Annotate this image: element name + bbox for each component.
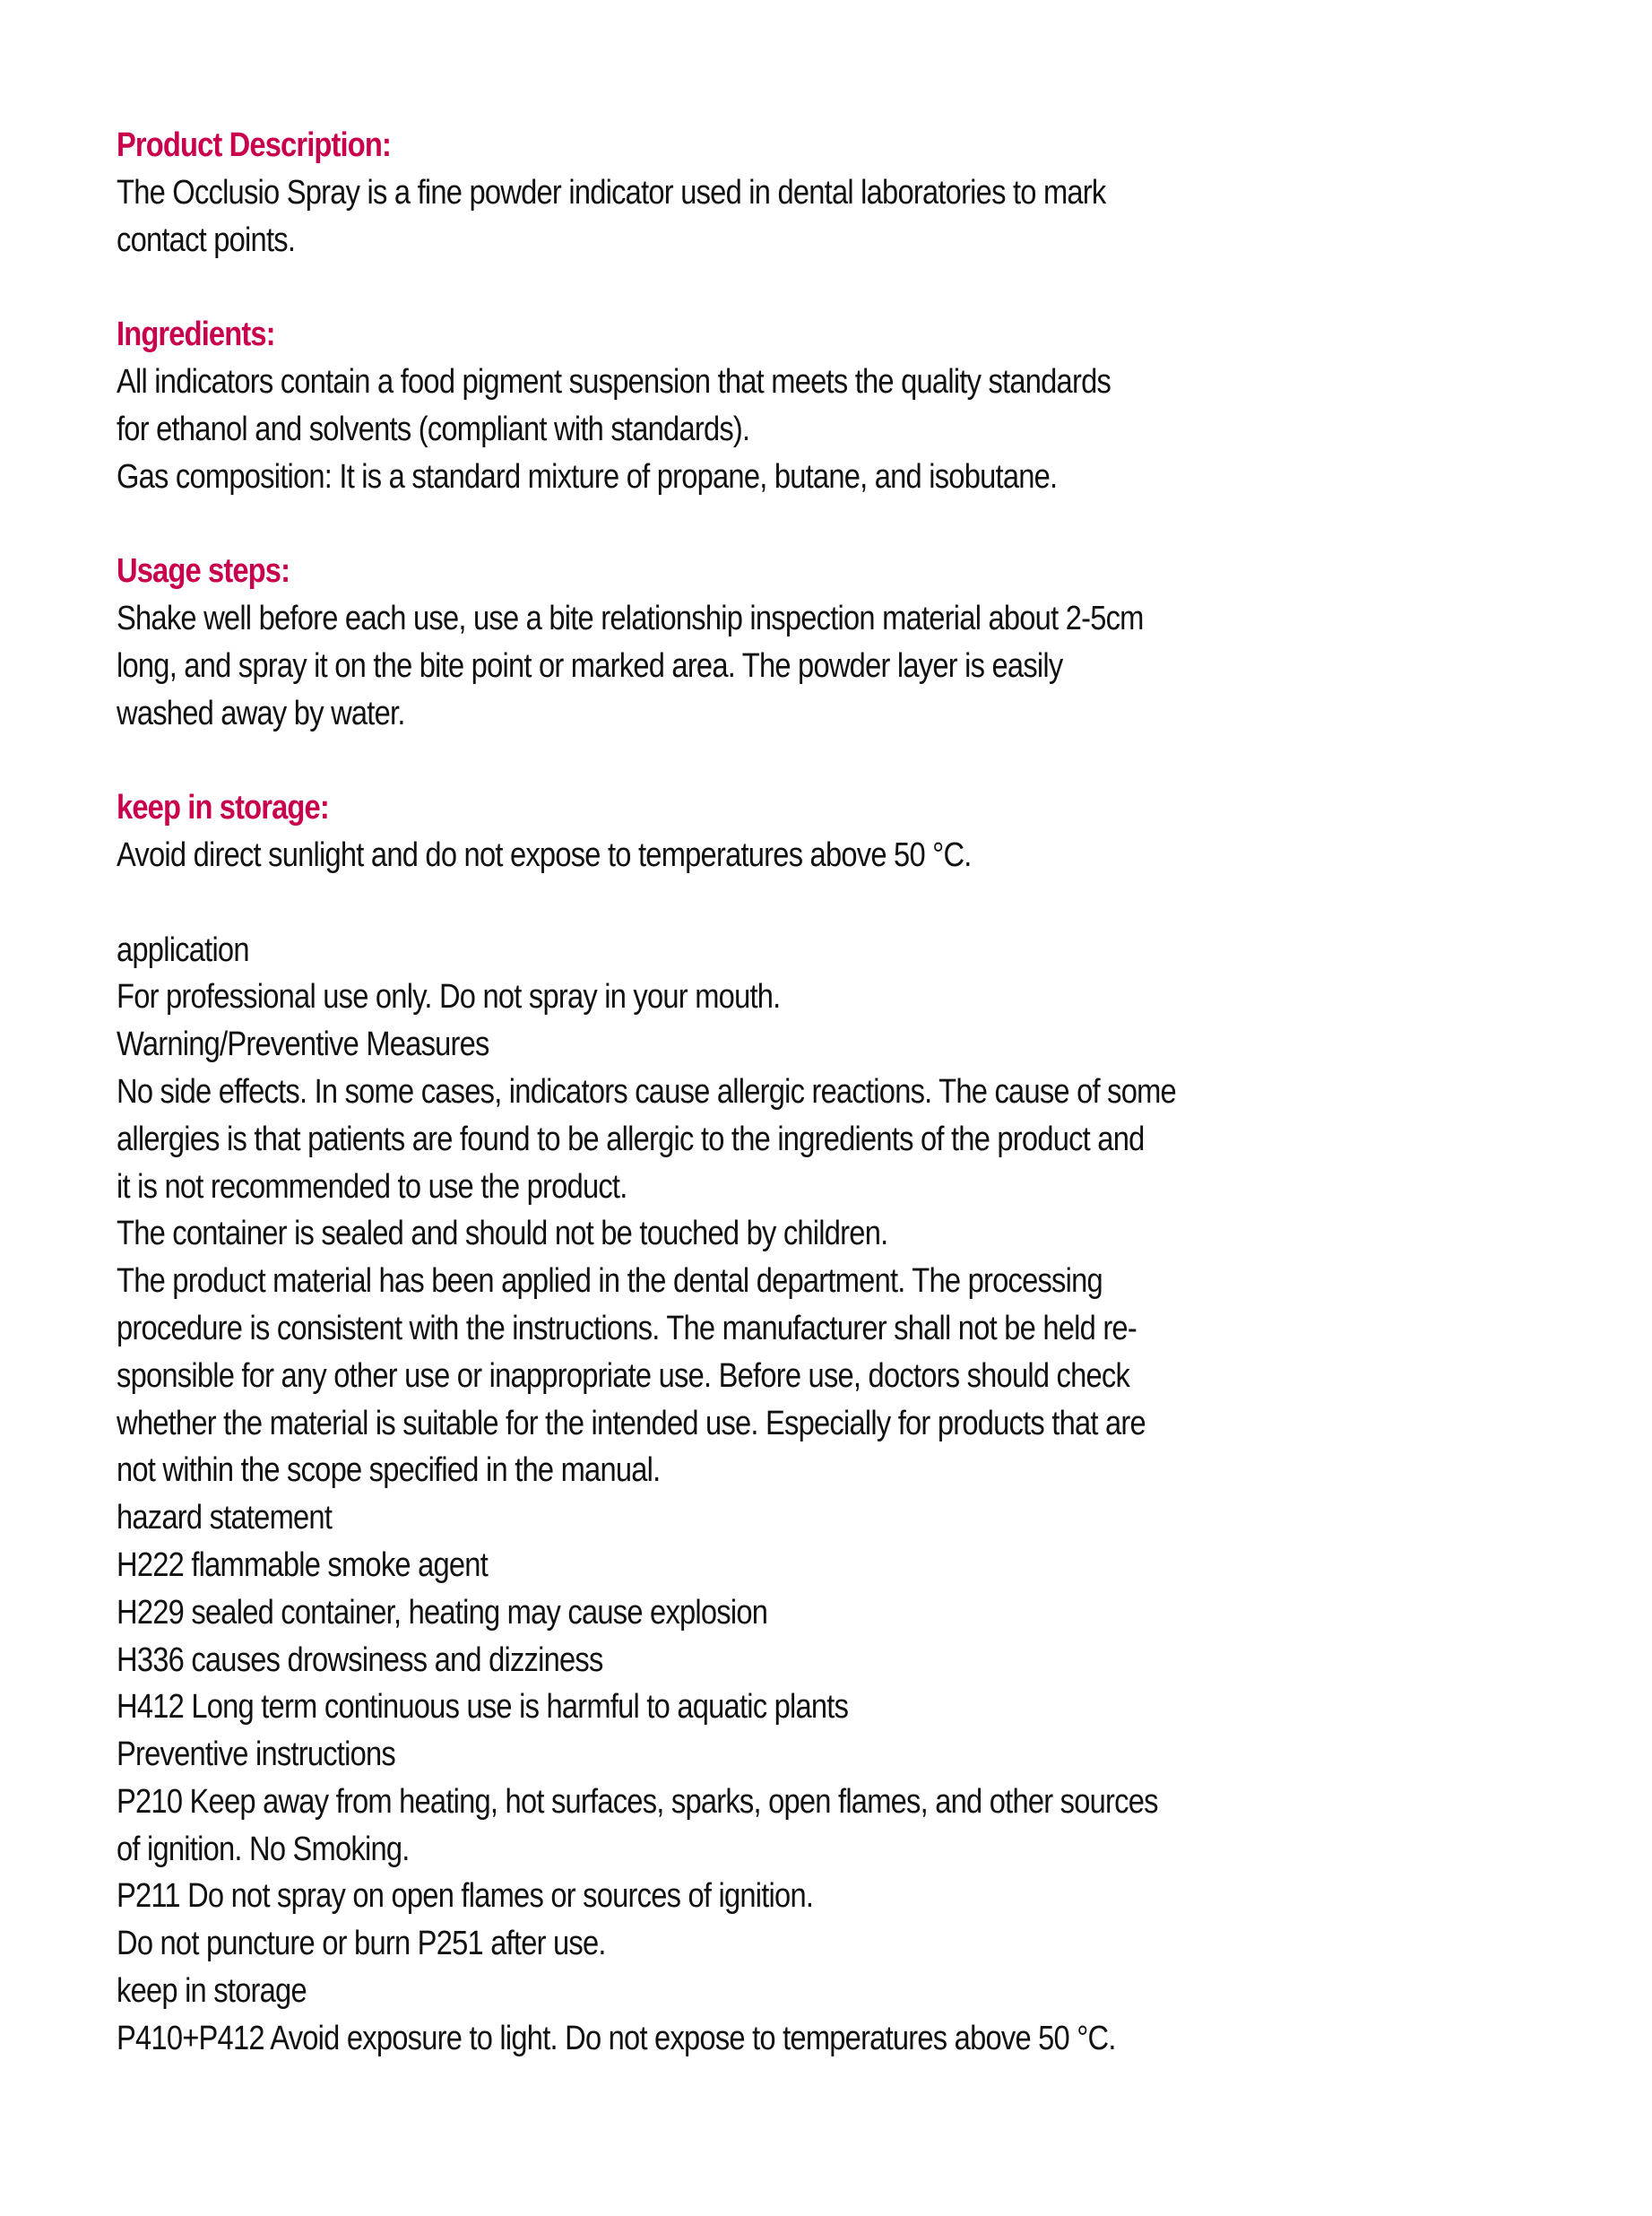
spacer: [117, 879, 1569, 927]
text-line: contact points.: [117, 221, 296, 259]
text-line: P211 Do not spray on open flames or sources of ignition.: [117, 1877, 814, 1916]
body-text: [117, 927, 1569, 2063]
text-line: long, and spray it on the bite point or marked area. The powder layer is easily: [117, 646, 1063, 685]
section-heading: Product Description:: [117, 126, 391, 164]
text-line: Preventive instructions: [117, 1736, 395, 1774]
text-line: washed away by water.: [117, 694, 405, 732]
text-line: Gas composition: It is a standard mixture of propane, butane, and isobutane.: [117, 457, 1058, 496]
section-heading: Ingredients:: [117, 316, 275, 354]
text-line: Warning/Preventive Measures: [117, 1026, 489, 1064]
section-heading: keep in storage:: [117, 789, 329, 827]
text-line: H412 Long term continuous use is harmful to aquatic plants: [117, 1688, 849, 1727]
text-line: No side effects. In some cases, indicators cause allergic reactions. The cause of some: [117, 1072, 1176, 1111]
document-page: [117, 122, 1569, 2063]
text-line: for ethanol and solvents (compliant with standards).: [117, 410, 750, 448]
text-line: Avoid direct sunlight and do not expose to temperatures above 50 °C.: [117, 835, 972, 874]
spacer: [117, 500, 1569, 548]
text-line: H336 causes drowsiness and dizziness: [117, 1640, 603, 1679]
section-keep-in-storage: [117, 784, 1569, 879]
section-ingredients: [117, 311, 1569, 500]
section-usage-steps: [117, 548, 1569, 737]
text-line: H229 sealed container, heating may cause explosion: [117, 1593, 768, 1632]
spacer: [117, 737, 1569, 784]
text-line: hazard statement: [117, 1499, 333, 1537]
text-line: For professional use only. Do not spray in your mouth.: [117, 978, 781, 1017]
spacer: [117, 264, 1569, 311]
text-line: Shake well before each use, use a bite relationship inspection material about 2-5cm: [117, 599, 1144, 637]
text-line: allergies is that patients are found to be allergic to the ingredients of the product and: [117, 1120, 1145, 1158]
text-line: application: [117, 931, 249, 969]
text-line: not within the scope specified in the manual.: [117, 1451, 661, 1490]
text-line: P210 Keep away from heating, hot surfaces, sparks, open flames, and other sources: [117, 1782, 1158, 1821]
text-line: sponsible for any other use or inappropriate use. Before use, doctors should check: [117, 1356, 1130, 1395]
text-line: The container is sealed and should not be touched by children.: [117, 1215, 888, 1253]
text-line: it is not recommended to use the product.: [117, 1167, 627, 1206]
text-line: H222 flammable smoke agent: [117, 1545, 489, 1584]
text-line: The Occlusio Spray is a fine powder indicator used in dental laboratories to mark: [117, 173, 1106, 212]
section-product-description: [117, 122, 1569, 264]
text-line: of ignition. No Smoking.: [117, 1830, 410, 1868]
text-line: procedure is consistent with the instructions. The manufacturer shall not be held re-: [117, 1309, 1137, 1347]
text-line: The product material has been applied in the dental department. The processing: [117, 1262, 1103, 1301]
text-line: keep in storage: [117, 1972, 307, 2011]
text-line: Do not puncture or burn P251 after use.: [117, 1925, 606, 1963]
section-heading: Usage steps:: [117, 552, 290, 591]
text-line: All indicators contain a food pigment suspension that meets the quality standards: [117, 362, 1111, 401]
text-line: P410+P412 Avoid exposure to light. Do not expose to temperatures above 50 °C.: [117, 2019, 1116, 2057]
text-line: whether the material is suitable for the intended use. Especially for products that are: [117, 1404, 1146, 1442]
